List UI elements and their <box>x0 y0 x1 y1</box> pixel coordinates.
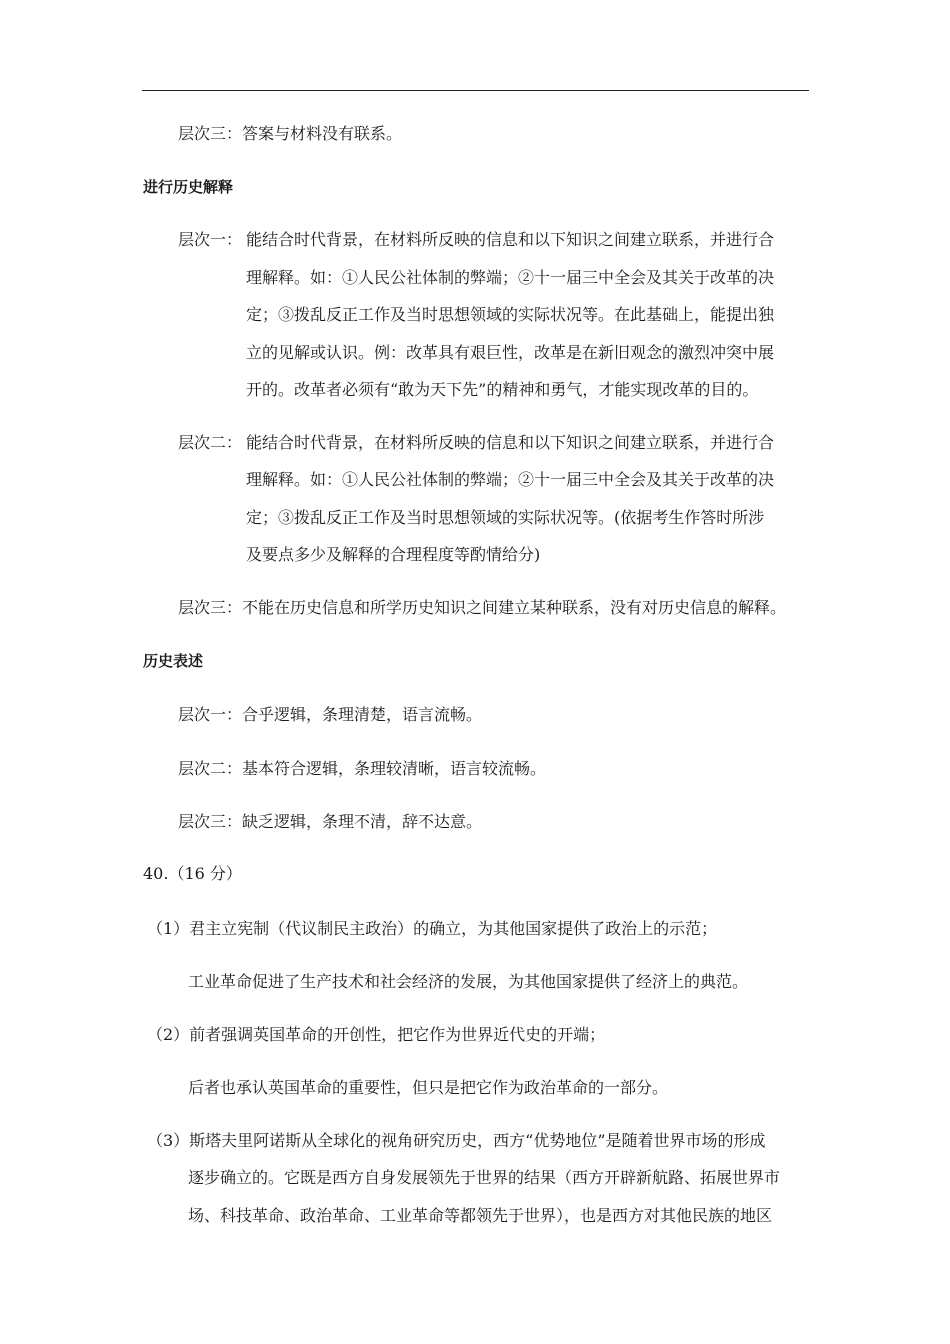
section-heading-expression: 历史表述 <box>143 652 204 670</box>
q40-part1-line: （1）君主立宪制（代议制民主政治）的确立，为其他国家提供了政治上的示范； <box>147 919 718 938</box>
interpret-level3: 层次三：不能在历史信息和所学历史知识之间建立某种联系，没有对历史信息的解释。 <box>178 598 787 617</box>
express-level3: 层次三：缺乏逻辑，条理不清，辞不达意。 <box>178 812 483 831</box>
level3-no-link: 层次三：答案与材料没有联系。 <box>178 124 403 143</box>
q40-part3-line: （3）斯塔夫里阿诺斯从全球化的视角研究历史，西方“优势地位”是随着世界市场的形成 <box>147 1131 766 1150</box>
q40-part2-line: 后者也承认英国革命的重要性，但只是把它作为政治革命的一部分。 <box>188 1078 669 1097</box>
interpret-level1-line: 开的。改革者必须有“敢为天下先”的精神和勇气，才能实现改革的目的。 <box>246 380 759 399</box>
express-level2: 层次二：基本符合逻辑，条理较清晰，语言较流畅。 <box>178 759 547 778</box>
question-40-title: 40.（16 分） <box>143 864 242 883</box>
interpret-level2-label: 层次二： <box>178 433 243 452</box>
interpret-level1-line: 立的见解或认识。例：改革具有艰巨性，改革是在新旧观念的激烈冲突中展 <box>246 343 775 362</box>
interpret-level1-line: 能结合时代背景，在材料所反映的信息和以下知识之间建立联系，并进行合 <box>246 230 775 249</box>
interpret-level1-line: 定；③拨乱反正工作及当时思想领域的实际状况等。在此基础上，能提出独 <box>246 305 775 324</box>
interpret-level2-line: 理解释。如：①人民公社体制的弊端；②十一届三中全会及其关于改革的决 <box>246 470 775 489</box>
interpret-level2-line: 及要点多少及解释的合理程度等酌情给分) <box>246 545 541 564</box>
interpret-level2-line: 能结合时代背景，在材料所反映的信息和以下知识之间建立联系，并进行合 <box>246 433 775 452</box>
section-heading-interpretation: 进行历史解释 <box>143 178 234 196</box>
q40-part3-line: 逐步确立的。它既是西方自身发展领先于世界的结果（西方开辟新航路、拓展世界市 <box>188 1168 781 1187</box>
interpret-level2-line: 定；③拨乱反正工作及当时思想领域的实际状况等。(依据考生作答时所涉 <box>246 508 765 527</box>
header-rule <box>142 90 809 91</box>
interpret-level1-label: 层次一： <box>178 230 243 249</box>
interpret-level1-line: 理解释。如：①人民公社体制的弊端；②十一届三中全会及其关于改革的决 <box>246 268 775 287</box>
q40-part3-line: 场、科技革命、政治革命、工业革命等都领先于世界），也是西方对其他民族的地区 <box>188 1206 773 1225</box>
express-level1: 层次一：合乎逻辑，条理清楚，语言流畅。 <box>178 705 483 724</box>
q40-part2-line: （2）前者强调英国革命的开创性，把它作为世界近代史的开端； <box>147 1025 606 1044</box>
q40-part1-line: 工业革命促进了生产技术和社会经济的发展，为其他国家提供了经济上的典范。 <box>188 972 749 991</box>
